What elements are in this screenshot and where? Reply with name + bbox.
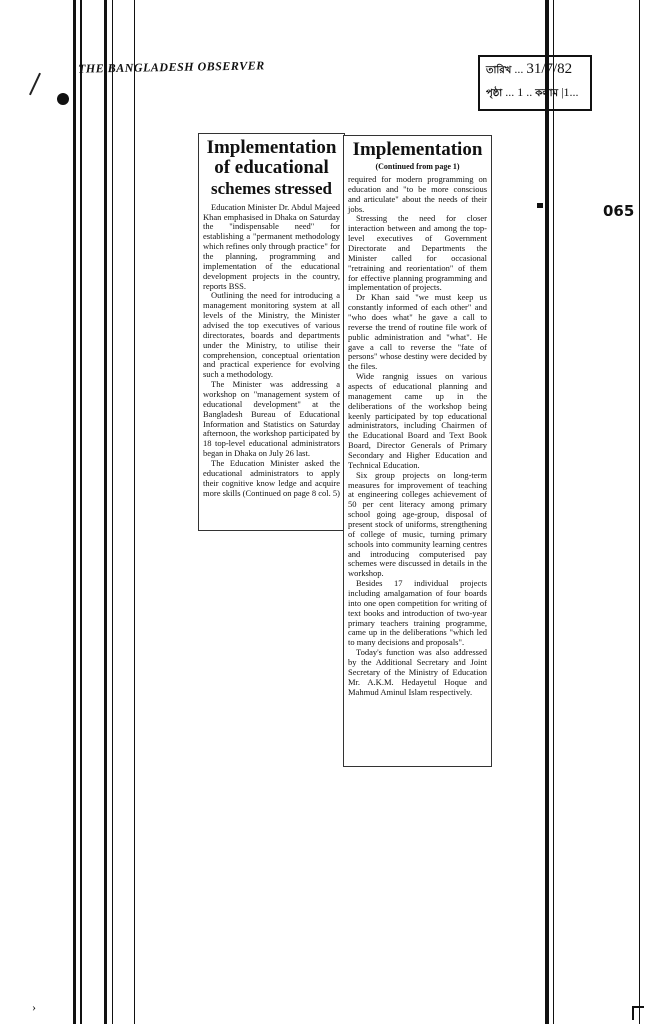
punch-hole-dot: [57, 93, 69, 105]
margin-rule-1: [73, 0, 76, 1024]
stamp-column-label: কলাম: [535, 88, 559, 99]
clip2-paragraph: Today's function was also addressed by the Additional Secretary and Joint Secretary of the Ministry of Education Mr. A.K.M. Hedayetul Hoque and Mahmud Aminul Islam respectively.: [348, 647, 487, 697]
margin-rule-4: [112, 0, 113, 1024]
stamp-page-value: 1: [517, 85, 524, 99]
clip1-paragraph: The Minister was addressing a workshop on "management system of educational development" at the Bangladesh Bureau of Educational Information and Statistics on Saturday afternoon, the workshop participated by 18 top-level educational administrators began in Dhaka on July 26 last.: [203, 379, 340, 459]
clip1-paragraph: The Education Minister asked the educational administrators to apply their cognitive know ledge and acquire more skills (Continued on page 8 col. 5): [203, 458, 340, 498]
clip2-continued-note: (Continued from page 1): [375, 161, 460, 171]
margin-rule-2: [80, 0, 82, 1024]
margin-rule-3: [104, 0, 107, 1024]
margin-rule-7: [553, 0, 554, 1024]
clip2-paragraph: Dr Khan said "we must keep us constantly informed of each other" and "who does what" he gave a call to reverse the trend of routine file work of public administration and "what". He gave a call to reverse the "fate of persons" whose destiny were decided by the files.: [348, 292, 487, 372]
clip2-paragraph: Six group projects on long-term measures for improvement of teaching at engineering colleges achievement of 50 per cent literacy among primary school going age-group, disposal of present stock of uniforms, strengthening of college of music, turning primary schools into community learning centres and introducing computerised pay schemes were discussed in details in the workshop.: [348, 469, 487, 579]
stamp-date-label: তারিখ: [486, 65, 512, 76]
page-number: 065: [603, 202, 635, 220]
stamp-date-row: তারিখ ... 31/7/82: [486, 61, 573, 77]
margin-rule-5: [134, 0, 135, 1024]
margin-rule-8: [639, 0, 640, 1024]
clip2-paragraph: Wide rangnig issues on various aspects of educational planning and management came up in the deliberations of the workshop being keenly participated by top educational administrators, including Chairmen of the Educational Board and Text Book Board, Director Generals of Primary Secondary and Higher Education and Technical Education.: [348, 371, 487, 470]
archive-stamp: [478, 55, 592, 111]
pen-mark: [29, 73, 41, 96]
clip2-paragraph: Stressing the need for closer interaction between and among the top-level executives of Government Directorate and Departments the Minister called for occasional "retraining and reorientation" of them for effective planning programming and implementation of projects.: [348, 213, 487, 293]
ink-mark: [537, 203, 543, 208]
scan-edge-mark: [632, 1006, 644, 1020]
clip1-paragraph: Education Minister Dr. Abdul Majeed Khan emphasised in Dhaka on Saturday the "indispensable need" for establishing a "permanent methodology which refines only through practice" for the planning, programming and implementation of the educational development projects in the country, reports BSS.: [203, 201, 340, 291]
stamp-page-row: পৃষ্ঠা ... 1 .. কলাম |1...: [486, 85, 579, 99]
newspaper-masthead: THE BANGLADESH OBSERVER: [77, 58, 265, 76]
clip1-paragraph: Outlining the need for introducing a management monitoring system at all levels of the Ministry, the Minister advised the top executives of various directorates, boards and departments under the Ministry, to utilise their comprehension, conceptual orientation and practical experience for evolving such a methodology.: [203, 290, 340, 380]
stamp-date-value: 31/7/82: [526, 61, 573, 77]
clip2-paragraph: required for modern programming on education and "to be more conscious and articulate" about the needs of their jobs.: [348, 173, 487, 214]
clip2-paragraph: Besides 17 individual projects including amalgamation of four boards into one open competition for writing of text books and introduction of two-year primary teachers training programme, came up in the deliberations "which led to many decisions and proposals".: [348, 578, 487, 648]
stamp-page-label: পৃষ্ঠা: [486, 88, 503, 99]
clip1-headline-line3: schemes stressed: [210, 178, 333, 198]
clip1-headline-line1: Implementation: [206, 137, 337, 158]
news-clipping-main: [198, 133, 345, 531]
clip2-body: [344, 175, 491, 698]
clip1-body: [199, 203, 344, 499]
clip1-headline-line2: of educational: [214, 156, 329, 178]
scan-corner-mark: ›: [32, 1000, 36, 1014]
news-clipping-continuation: [343, 135, 492, 767]
clip2-headline: Implementation: [352, 139, 483, 160]
margin-rule-6: [545, 0, 549, 1024]
